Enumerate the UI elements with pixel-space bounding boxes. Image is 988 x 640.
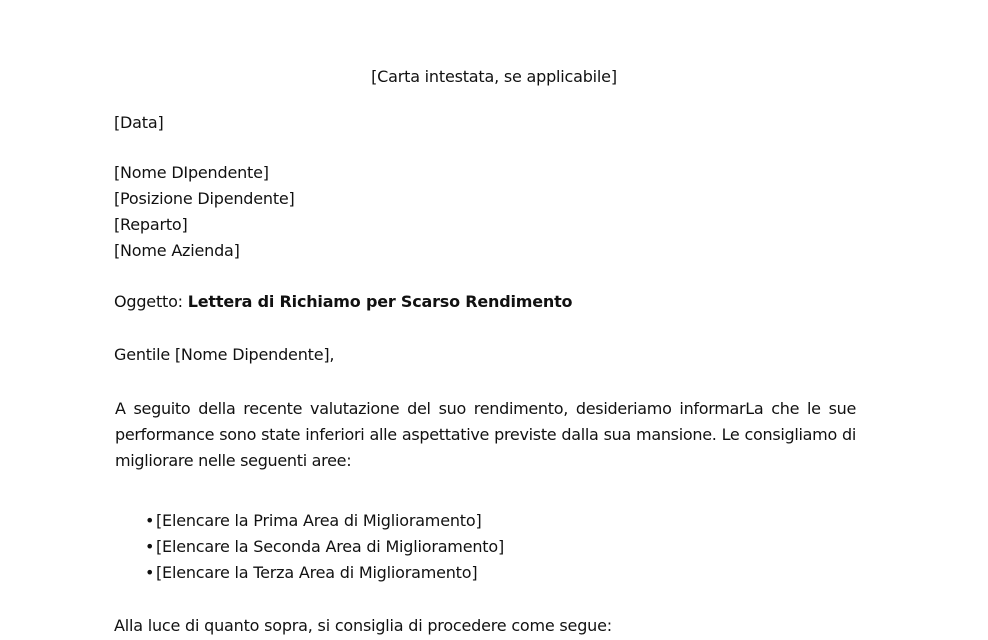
recipient-position: [Posizione Dipendente]: [114, 189, 295, 208]
list-item-text: [Elencare la Seconda Area di Miglioramento]: [156, 537, 504, 556]
bullet-icon: •: [145, 537, 155, 556]
letterhead-placeholder: [Carta intestata, se applicabile]: [371, 67, 617, 86]
list-item: [145, 534, 845, 560]
subject-line: [114, 289, 856, 315]
subject-label: Oggetto:: [114, 292, 183, 311]
closing-line: Alla luce di quanto sopra, si consiglia di procedere come segue:: [114, 616, 612, 635]
recipient-department: [Reparto]: [114, 215, 188, 234]
date-placeholder: [Data]: [114, 113, 164, 132]
subject-title: Lettera di Richiamo per Scarso Rendimento: [187, 292, 573, 311]
body-paragraph: A seguito della recente valutazione del suo rendimento, desideriamo informarLa che le sue performance sono state inferiori alle aspettative previste dalla sua mansione. Le consigliamo di migliorare nelle seguenti aree:: [115, 399, 856, 470]
improvement-areas-list: [145, 508, 845, 586]
list-item-text: [Elencare la Prima Area di Miglioramento]: [156, 511, 482, 530]
recipient-block: [114, 160, 856, 264]
list-item: [145, 560, 845, 586]
bullet-icon: •: [145, 563, 155, 582]
list-item: [145, 508, 845, 534]
greeting: Gentile [Nome Dipendente],: [114, 345, 335, 364]
bullet-icon: •: [145, 511, 155, 530]
recipient-company: [Nome Azienda]: [114, 241, 240, 260]
list-item-text: [Elencare la Terza Area di Miglioramento]: [156, 563, 478, 582]
recipient-name: [Nome DIpendente]: [114, 163, 269, 182]
